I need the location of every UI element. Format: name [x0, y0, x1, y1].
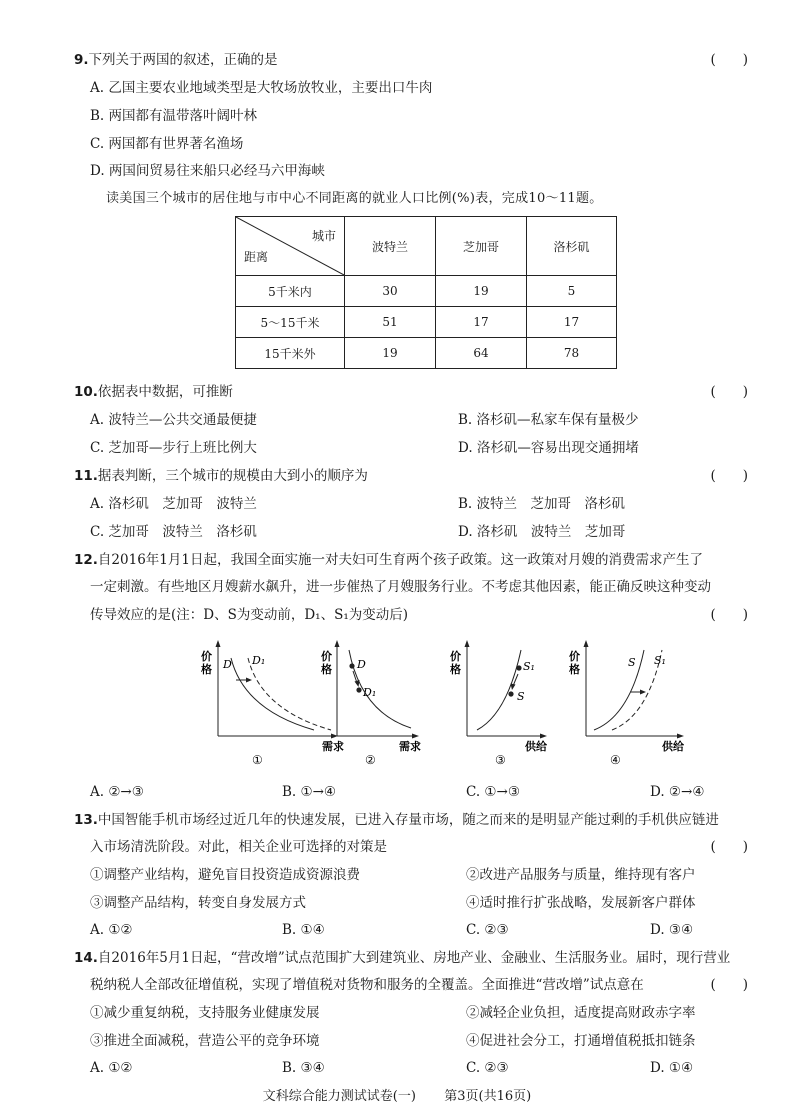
- q9-option-a[interactable]: A. 乙国主要农业地域类型是大牧场放牧业，主要出口牛肉: [90, 80, 433, 96]
- graph-3-label-s1: S₁: [523, 660, 535, 673]
- q11-option-a[interactable]: A. 洛杉矶 芝加哥 波特兰: [90, 496, 257, 512]
- q14-option-b[interactable]: B. ③④: [282, 1060, 325, 1076]
- graph-2-x-arrow-icon: [412, 734, 419, 739]
- graph-3-move-arrowhead-icon: [511, 684, 516, 691]
- row-label: 5千米内: [236, 276, 345, 307]
- graph-2-demand-label: 需求: [399, 740, 421, 753]
- q11-option-c[interactable]: C. 芝加哥 波特兰 洛杉矶: [90, 524, 257, 540]
- table-cell: 17: [436, 307, 527, 338]
- graph-4-price-label-2: 格: [569, 663, 580, 676]
- q11-option-d[interactable]: D. 洛杉矶 波特兰 芝加哥: [458, 524, 626, 540]
- graph-1-price-label-1: 价: [201, 650, 212, 663]
- graph-3-x-arrow-icon: [540, 734, 547, 739]
- q13-option-c[interactable]: C. ②③: [466, 922, 509, 938]
- q11-option-b[interactable]: B. 波特兰 芝加哥 洛杉矶: [458, 496, 626, 512]
- graph-1-demand-label: 需求: [322, 740, 344, 753]
- table-cell: 30: [345, 276, 436, 307]
- table-cell: 5: [527, 276, 617, 307]
- graph-2-move-arrowhead-icon: [355, 680, 360, 687]
- q13-option-d[interactable]: D. ③④: [650, 922, 694, 938]
- graph-2-label-d1: D₁: [363, 686, 377, 699]
- q13-option-a[interactable]: A. ①②: [90, 922, 133, 938]
- graph-1-label-d1: D₁: [252, 654, 266, 667]
- table-row: [236, 338, 617, 369]
- q12-stem-line2: 一定刺激。有些地区月嫂薪水飙升，进一步催热了月嫂服务行业。不考虑其他因素，能正确反映这种变动: [90, 579, 711, 595]
- graph-4-number: ④: [610, 753, 621, 767]
- q10-option-a[interactable]: A. 波特兰—公共交通最便捷: [90, 412, 257, 428]
- q10-option-c[interactable]: C. 芝加哥—步行上班比例大: [90, 440, 257, 456]
- q10-option-b[interactable]: B. 洛杉矶—私家车保有量极少: [458, 412, 639, 428]
- graph-1-shift-arrowhead-icon: [246, 678, 252, 683]
- table-cell: 51: [345, 307, 436, 338]
- graph-3-supply-label: 供给: [525, 740, 547, 753]
- q12-answer-paren: ( ): [710, 607, 748, 623]
- header-city-portland: 波特兰: [345, 217, 436, 276]
- q13-stem-line2: 入市场清洗阶段。对此，相关企业可选择的对策是: [90, 839, 387, 855]
- graph-3-y-arrow-icon: [465, 640, 470, 647]
- footer-exam-title: 文科综合能力测试试卷(一): [262, 1089, 416, 1104]
- page-footer: [0, 1085, 794, 1104]
- q14-stem-line1: 14.自2016年5月1日起，“营改增”试点范围扩大到建筑业、房地产业、金融业、生活服务业。届时，现行营业: [74, 950, 731, 966]
- graph-1-label-d: D: [223, 658, 232, 671]
- corner-distance-label: 距离: [244, 250, 269, 264]
- q12-option-c[interactable]: C. ①→③: [466, 784, 520, 800]
- graph-3-price-label-1: 价: [450, 650, 461, 663]
- graph-3-label-s: S: [517, 690, 525, 703]
- q14-item-4: ④促进社会分工，打通增值税抵扣链条: [466, 1033, 696, 1049]
- q10-option-d[interactable]: D. 洛杉矶—容易出现交通拥堵: [458, 440, 639, 456]
- q14-stem-line2: 税纳税人全部改征增值税，实现了增值税对货物和服务的全覆盖。全面推进“营改增”试点意在: [90, 977, 644, 993]
- q14-item-3: ③推进全面减税，营造公平的竞争环境: [90, 1033, 320, 1049]
- q9-option-d[interactable]: D. 两国间贸易往来船只必经马六甲海峡: [90, 163, 325, 179]
- graph-2-label-d: D: [357, 658, 366, 671]
- q12-stem-line1: 12.自2016年1月1日起，我国全面实施一对夫妇可生育两个孩子政策。这一政策对月嫂的消费需求产生了: [74, 552, 703, 568]
- corner-city-label: 城市: [311, 229, 336, 243]
- graph-1-y-arrow-icon: [216, 640, 221, 647]
- q14-answer-paren: ( ): [710, 977, 748, 993]
- table-corner-cell: [236, 217, 345, 276]
- graph-2-point-d1: [356, 687, 361, 692]
- q9-option-c[interactable]: C. 两国都有世界著名渔场: [90, 136, 244, 152]
- graph-2-price-label-2: 格: [321, 663, 332, 676]
- employment-table: [235, 216, 617, 369]
- graph-4-x-arrow-icon: [677, 734, 684, 739]
- table-intro: 读美国三个城市的居住地与市中心不同距离的就业人口比例(%)表，完成10～11题。: [106, 191, 603, 206]
- graph-2-price-label-1: 价: [321, 650, 332, 663]
- graph-3-point-s: [508, 691, 513, 696]
- q13-stem-line1: 13.中国智能手机市场经过近几年的快速发展，已进入存量市场，随之而来的是明显产能过剩的手机供应链进: [74, 812, 719, 828]
- graph-4-label-s1: S₁: [654, 654, 666, 667]
- q11-stem: 11.据表判断，三个城市的规模由大到小的顺序为: [74, 468, 368, 484]
- q12-option-b[interactable]: B. ①→④: [282, 784, 337, 800]
- q11-answer-paren: ( ): [710, 468, 748, 484]
- q10-answer-paren: ( ): [710, 384, 748, 400]
- graph-1-number: ①: [252, 753, 263, 767]
- graph-4-y-arrow-icon: [584, 640, 589, 647]
- table-cell: 19: [345, 338, 436, 369]
- graph-3-curve: [477, 650, 521, 730]
- corner-diagonal: [236, 217, 344, 275]
- graph-2-point-d: [349, 663, 354, 668]
- q13-item-2: ②改进产品服务与质量，维持现有客户: [466, 867, 696, 883]
- graph-4: [564, 636, 694, 768]
- q14-item-2: ②减轻企业负担，适度提高财政赤字率: [466, 1005, 696, 1021]
- q12-stem-line3: 传导效应的是(注：D、S为变动前，D₁、S₁为变动后): [90, 607, 409, 623]
- graph-2-y-arrow-icon: [335, 640, 340, 647]
- q13-answer-paren: ( ): [710, 839, 748, 855]
- graph-4-price-label-1: 价: [569, 650, 580, 663]
- graph-2: [319, 636, 429, 768]
- q10-stem: 10.依据表中数据，可推断: [74, 384, 233, 400]
- table-row: [236, 276, 617, 307]
- q13-option-b[interactable]: B. ①④: [282, 922, 325, 938]
- q13-item-1: ①调整产业结构，避免盲目投资造成资源浪费: [90, 867, 360, 883]
- graph-4-curve-s: [594, 650, 644, 730]
- q14-option-c[interactable]: C. ②③: [466, 1060, 509, 1076]
- q13-item-4: ④适时推行扩张战略，发展新客户群体: [466, 895, 696, 911]
- table-row: [236, 307, 617, 338]
- graph-3-number: ③: [495, 753, 506, 767]
- q12-option-a[interactable]: A. ②→③: [90, 784, 144, 800]
- q9-answer-paren: ( ): [710, 52, 748, 68]
- graph-2-number: ②: [365, 753, 376, 767]
- table-cell: 64: [436, 338, 527, 369]
- q14-item-1: ①减少重复纳税，支持服务业健康发展: [90, 1005, 320, 1021]
- graph-4-shift-arrowhead-icon: [640, 690, 646, 695]
- q12-option-d[interactable]: D. ②→④: [650, 784, 705, 800]
- table-cell: 78: [527, 338, 617, 369]
- header-city-los-angeles: 洛杉矶: [527, 217, 617, 276]
- q14-option-d[interactable]: D. ①④: [650, 1060, 694, 1076]
- footer-page-number: 第3页(共16页): [444, 1089, 532, 1104]
- q13-item-3: ③调整产品结构，转变自身发展方式: [90, 895, 306, 911]
- row-label: 15千米外: [236, 338, 345, 369]
- header-city-chicago: 芝加哥: [436, 217, 527, 276]
- table-cell: 19: [436, 276, 527, 307]
- q9-option-b[interactable]: B. 两国都有温带落叶阔叶林: [90, 108, 258, 124]
- graph-4-supply-label: 供给: [662, 740, 684, 753]
- q14-option-a[interactable]: A. ①②: [90, 1060, 133, 1076]
- row-label: 5～15千米: [236, 307, 345, 338]
- graph-3-point-s1: [516, 665, 521, 670]
- graph-3-price-label-2: 格: [450, 663, 461, 676]
- graph-1-price-label-2: 格: [201, 663, 212, 676]
- graph-3: [445, 636, 555, 768]
- graph-4-label-s: S: [628, 656, 636, 669]
- table-cell: 17: [527, 307, 617, 338]
- q9-stem: 9.下列关于两国的叙述，正确的是: [74, 52, 278, 68]
